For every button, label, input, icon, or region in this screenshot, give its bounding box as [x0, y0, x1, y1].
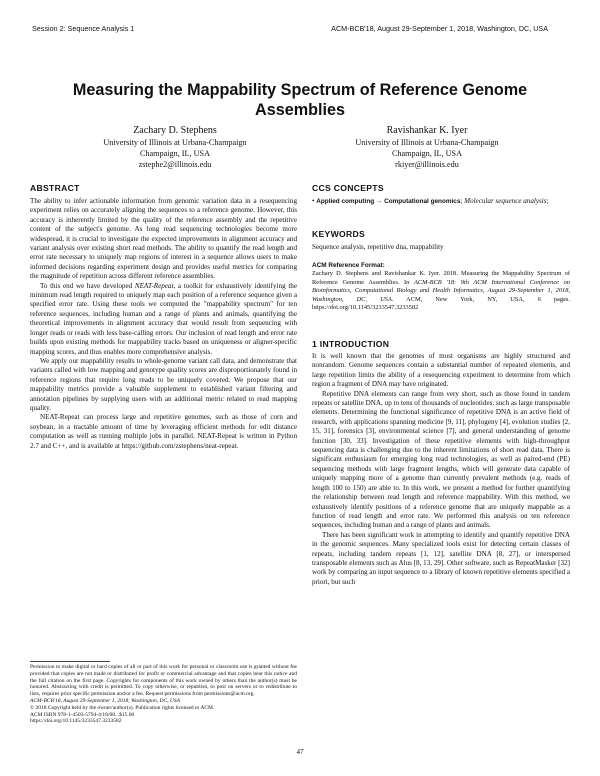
author-affiliation: University of Illinois at Urbana-Champaign [355, 138, 499, 147]
abstract-paragraph: NEAT-Repeat can process large and repetitive genomes, such as those of corn and soybean, in a tractable amount of time by leveraging efficient methods for edit distance computation as well as running multiple jobs in parallel. NEAT-Repeat is written in Python 2.7 and C++, and is available at https://github.com/zstephens/neat-repeat. [30, 413, 297, 450]
abstract-paragraph: We apply our mappability results to whole-genome variant call data, and demonstrate that variants called with low mapping and genotype quality scores are disproportionately found in reference regions that require long reads to be uniquely covered. We propose that our mappability metrics provide a valuable supplement to established variant filtering and annotation pipelines by supplying users with an additional metric related to read mapping quality. [30, 356, 297, 412]
intro-paragraph: It is well known that the genomes of most organisms are highly structured and nonrandom. Genome sequences contain a substantial number of repeated elements, and large repetition limits the ability of a resequencing experiment to determine from which region a fragment of DNA may have originated. [312, 352, 570, 389]
author-name: Ravishankar K. Iyer [386, 125, 468, 136]
abstract-paragraph: The ability to infer actionable information from genomic variation data in a resequencing experiment relies on accurately aligning the sequences to a reference genome. However, this accuracy is inherently limited by the quality of the reference assembly and the repetitive content of the subject's genome. As long read sequencing technologies become more widespread, it is crucial to investigate the expected improvements in alignment accuracy and variant analysis over existing short read methods. The ability to quantify the read length and error rate necessary to uniquely map regions of interest in a sequence allows users to make informed decisions regarding experiment design and provides useful metrics for comparing the magnitude of repetition across different reference assemblies. [30, 197, 297, 281]
paper-title: Measuring the Mappability Spectrum of Reference Genome Assemblies [72, 81, 528, 119]
author-email: zstephe2@illinois.edu [138, 160, 212, 169]
author-block-2 [312, 124, 542, 170]
author-location: Champaign, IL, USA [139, 149, 211, 158]
author-email: rkiyer@illinois.edu [395, 160, 459, 169]
permission-notice: Permission to make digital or hard copies of all or part of this work for personal or classroom use is granted without fee provided that copies are not made or distributed for profit or commercial advantage and that copies bear this notice and the full citation on the first page. Copyrights for components of this work owned by others than the author(s) must be honored. Abstracting with credit is permitted. To copy otherwise, or republish, to post on servers or to redistribute to lists, requires prior specific permission and/or a fee. Request permissions from permissions@acm.org. ACM-BCB'18, August 29-September 1, 2018, Washington, DC, USA © 2018 Copyright held by the owner/author(s). Publication rights licensed to ACM. ACM ISBN 978-1-4503-5794-4/18/08...$15.00 https://doi.org/10.1145/3233547.3233582 [30, 664, 297, 725]
introduction-heading: 1 INTRODUCTION [312, 339, 390, 349]
running-header-right: ACM-BCB'18, August 29-September 1, 2018, Washington, DC, USA [331, 24, 548, 33]
footnote-rule [30, 661, 110, 662]
author-block-1 [60, 124, 290, 170]
abstract-body [30, 197, 297, 451]
introduction-body [312, 352, 570, 587]
acm-reference-format: ACM Reference Format: Zachary D. Stephens and Ravishankar K. Iyer. 2018. Measuring the Mappability Spectrum of Reference Genome Assemblies. In ACM-BCB '18: 9th ACM International Conference on Bioinformatics, Computational Biology and Health Informatics, August 29-September 1, 2018, Washington, DC, USA. ACM, New York, NY, USA, 6 pages. https://doi.org/10.1145/3233547.3233582 [312, 262, 571, 312]
running-header-left: Session 2: Sequence Analysis 1 [32, 24, 135, 33]
ccs-heading: CCS CONCEPTS [312, 183, 384, 193]
author-location: Champaign, IL, USA [391, 149, 463, 158]
keywords-text: Sequence analysis, repetitive dna, mappability [312, 243, 444, 251]
intro-paragraph: Repetitive DNA elements can range from very short, such as those found in tandem repeats or satellite DNA, up to tens of thousands of nucleotides, such as large transposable elements. Determining the functional significance of repetitive DNA is an active field of research, with applications spanning medicine [9, 11], phylogeny [4], evolution studies [2, 15, 31], forensics [3], environmental science [7], and general understanding of genome function [30, 33]. Investigation of these repetitive elements with high-throughput sequencing data is challenging due to the inherent limitations of short read data. There is significant enthusiasm for emerging long read technologies, as well as paired-end (PE) sequencing methods with large fragment lengths, which will generate data capable of uniquely mapping more of a genome than currently prevalent methods (e.g. reads of length 100 to 150) are able to. In this work, we present a method for further quantifying the relationship between read length and reference mappability. With this method, we exhaustively identify positions of a reference genome that are uniquely mappable as a function of read length and error rate. We performed this analysis on ten reference sequences, including human and a range of plants and animals. [312, 389, 570, 530]
page-number: 47 [296, 748, 304, 756]
abstract-paragraph: To this end we have developed NEAT-Repeat, a toolkit for exhaustively identifying the minimum read length required to uniquely map each position of a reference sequence given a specified error rate. Using these tools we computed the "mappability spectrum" for ten reference sequences, including human and a range of plants and animals, quantifying the theoretical improvements in alignment accuracy that would result from sequencing with longer reads or reads with less base-calling errors. Our inclusion of read length and error rate builds upon existing methods for mappability tracks based on uniqueness or aligner-specific mapping scores, and thus enables more comprehensive analysis. [30, 281, 297, 356]
intro-paragraph: There has been significant work in attempting to identify and quantify repetitive DNA in the genomic sequences. Many specialized tools exist for detecting certain classes of repeats, including tandem repeats [1, 12], satellite DNA [8, 27], or interspersed transposable elements such as Alus [8, 13, 29]. Other software, such as RepeatMasker [32] work by comparing an input sequence to a library of known repetitive elements specified a priori, but such [312, 530, 570, 586]
author-name: Zachary D. Stephens [133, 125, 217, 136]
keywords-heading: KEYWORDS [312, 229, 366, 239]
author-affiliation: University of Illinois at Urbana-Champaign [103, 138, 247, 147]
abstract-heading: ABSTRACT [30, 183, 80, 193]
ccs-concepts: • Applied computing → Computational genomics; Molecular sequence analysis; [312, 197, 549, 205]
